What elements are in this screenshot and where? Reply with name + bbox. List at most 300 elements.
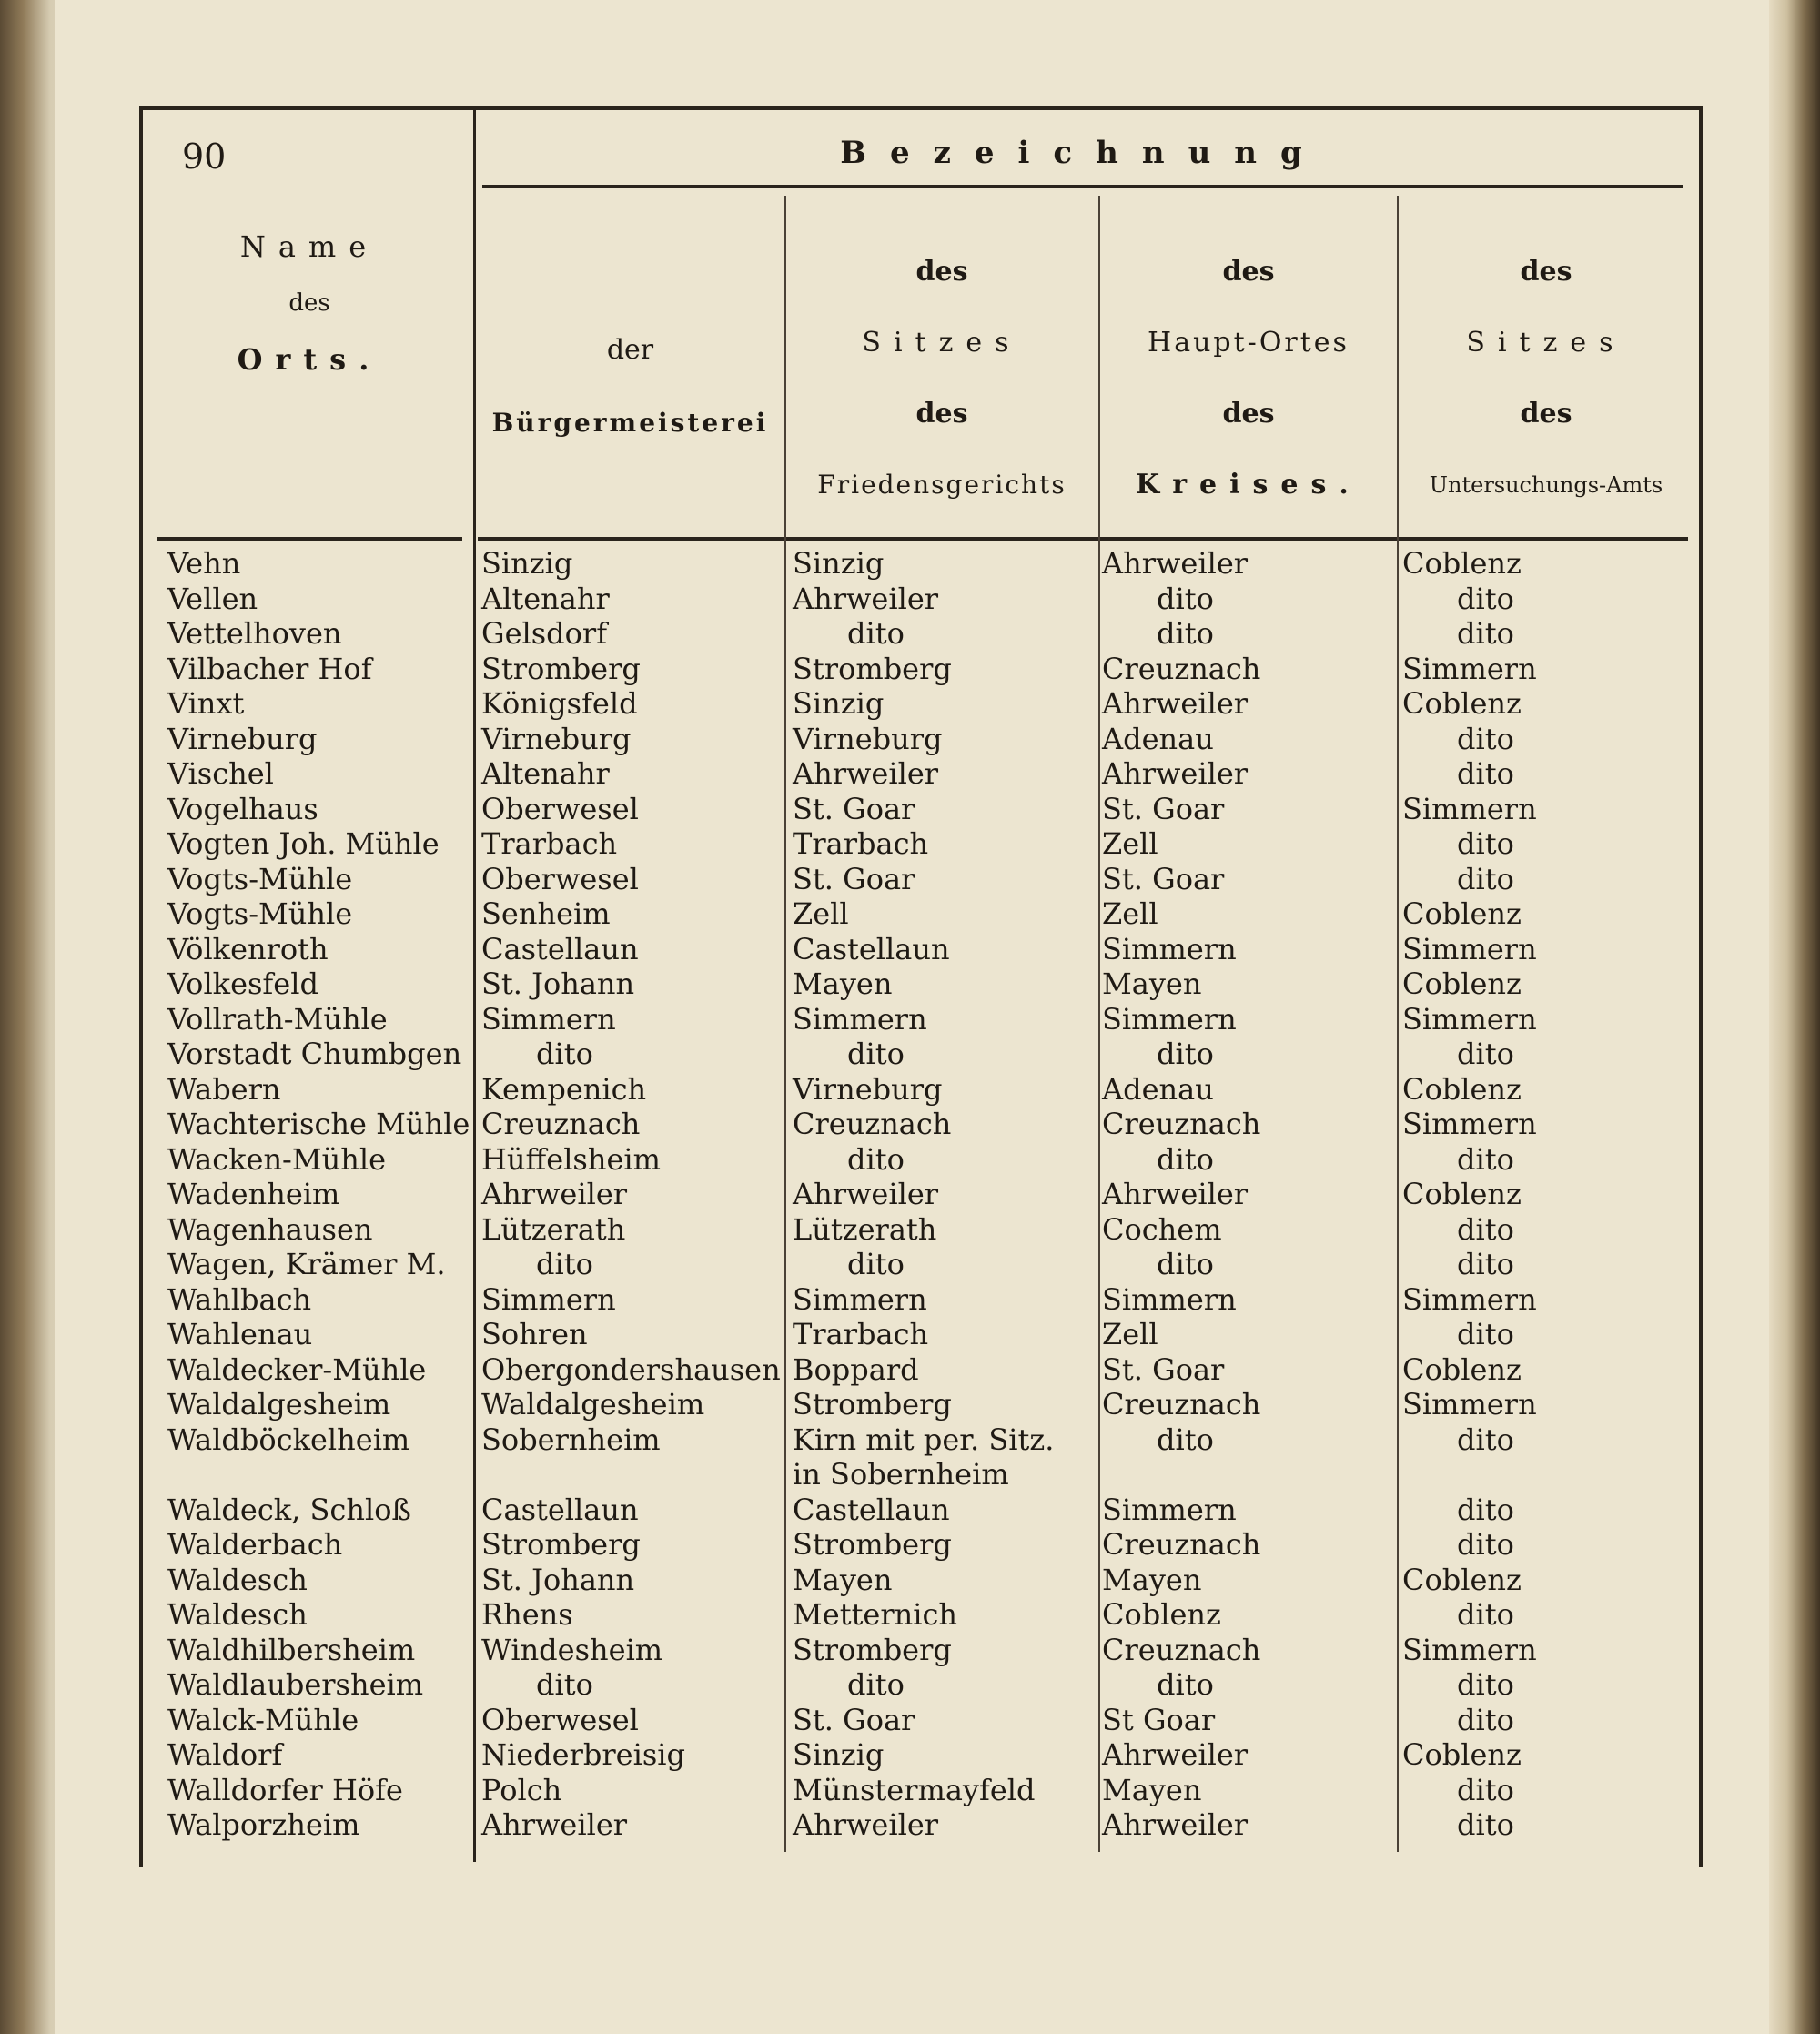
cell-buergermeisterei (470, 1212, 782, 1248)
cell-buergermeisterei (470, 1633, 782, 1668)
cell-friedensgericht-text: Ahrweiler (793, 1177, 939, 1211)
cell-buergermeisterei (470, 1072, 782, 1108)
cell-friedensgericht-text: Simmern (793, 1281, 927, 1317)
header-amt-line3: des (1520, 398, 1572, 430)
cell-untersuchungsamt-text: Coblenz (1402, 1737, 1522, 1772)
cell-ort (157, 1597, 470, 1633)
table-row (157, 1002, 1691, 1037)
table-row (157, 1633, 1691, 1668)
table-row (157, 1527, 1691, 1563)
table-row (157, 616, 1691, 652)
cell-friedensgericht (782, 1633, 1091, 1668)
cell-kreis-text: Simmern (1102, 1001, 1237, 1037)
cell-buergermeisterei-text: Sinzig (481, 546, 573, 581)
cell-friedensgericht (782, 1773, 1091, 1808)
cell-kreis-text: dito (1157, 1037, 1214, 1071)
cell-kreis-text: dito (1157, 581, 1214, 616)
header-buergermeisterei (478, 314, 783, 460)
table-row (157, 1422, 1691, 1493)
cell-kreis (1091, 1037, 1391, 1072)
cell-ort-text: Waldhilbersheim (167, 1632, 416, 1667)
header-kreis-line4: Kreises. (1136, 469, 1361, 501)
cell-buergermeisterei (470, 792, 782, 827)
cell-untersuchungsamt (1391, 792, 1691, 827)
cell-ort (157, 1247, 470, 1282)
table-row (157, 756, 1691, 792)
cell-buergermeisterei (470, 826, 782, 862)
cell-friedensgericht (782, 1142, 1091, 1178)
cell-kreis (1091, 1563, 1391, 1598)
cell-friedensgericht (782, 1807, 1091, 1843)
cell-ort (157, 722, 470, 757)
table-row (157, 932, 1691, 967)
table-row (157, 1597, 1691, 1633)
cell-friedensgericht-text: St. Goar (793, 1702, 915, 1737)
cell-untersuchungsamt (1391, 1703, 1691, 1738)
cell-untersuchungsamt (1391, 1002, 1691, 1037)
table-row (157, 826, 1691, 862)
cell-kreis (1091, 616, 1391, 652)
cell-untersuchungsamt (1391, 546, 1691, 582)
table-row (157, 1352, 1691, 1388)
cell-kreis-text: Mayen (1102, 966, 1202, 1001)
table-row (157, 896, 1691, 932)
cell-buergermeisterei-text: Castellaun (481, 931, 639, 966)
cell-ort-text: Vilbacher Hof (167, 651, 372, 686)
header-untersuchungsamt (1400, 237, 1692, 521)
cell-kreis (1091, 932, 1391, 967)
cell-ort (157, 792, 470, 827)
cell-buergermeisterei (470, 932, 782, 967)
cell-ort (157, 1493, 470, 1528)
cell-ort (157, 652, 470, 687)
cell-friedensgericht (782, 792, 1091, 827)
cell-buergermeisterei-text: Simmern (481, 1281, 616, 1317)
header-fg-line2: Sitzes (862, 327, 1022, 359)
cell-friedensgericht-text: dito (847, 616, 905, 651)
cell-untersuchungsamt (1391, 1667, 1691, 1703)
cell-kreis-text: Simmern (1102, 1492, 1237, 1527)
header-name-line2: des (288, 289, 330, 317)
cell-friedensgericht (782, 1737, 1091, 1773)
cell-friedensgericht-text: Sinzig (793, 686, 885, 721)
cell-ort-text: Virneburg (167, 721, 318, 756)
table-row (157, 1142, 1691, 1178)
cell-ort (157, 1527, 470, 1563)
cell-untersuchungsamt-text: dito (1457, 1772, 1514, 1807)
cell-untersuchungsamt (1391, 862, 1691, 897)
cell-friedensgericht (782, 1422, 1091, 1493)
cell-kreis (1091, 1002, 1391, 1037)
cell-friedensgericht-text: St. Goar (793, 861, 915, 896)
cell-friedensgericht (782, 756, 1091, 792)
cell-buergermeisterei-text: Kempenich (481, 1071, 647, 1107)
cell-friedensgericht-text: Münstermayfeld (793, 1772, 1036, 1807)
cell-friedensgericht-text: Castellaun (793, 931, 950, 966)
cell-buergermeisterei-text: Oberwesel (481, 1702, 639, 1737)
cell-kreis (1091, 652, 1391, 687)
cell-buergermeisterei-text: Windesheim (481, 1632, 663, 1667)
cell-friedensgericht (782, 1282, 1091, 1318)
cell-friedensgericht (782, 1212, 1091, 1248)
cell-kreis-text: Coblenz (1102, 1597, 1221, 1632)
cell-ort-text: Wagen, Krämer M. (167, 1247, 446, 1281)
cell-buergermeisterei (470, 1107, 782, 1142)
cell-friedensgericht (782, 722, 1091, 757)
cell-kreis-text: Simmern (1102, 931, 1237, 966)
header-fg-line1: des (915, 256, 968, 288)
cell-ort (157, 686, 470, 722)
cell-ort-text: Vollrath-Mühle (167, 1001, 388, 1037)
cell-kreis (1091, 1667, 1391, 1703)
cell-kreis (1091, 686, 1391, 722)
cell-ort (157, 862, 470, 897)
cell-friedensgericht-text: Ahrweiler (793, 756, 939, 791)
cell-buergermeisterei (470, 582, 782, 617)
cell-buergermeisterei (470, 1667, 782, 1703)
cell-buergermeisterei (470, 1773, 782, 1808)
cell-kreis-text: Ahrweiler (1102, 1177, 1249, 1211)
cell-kreis-text: Zell (1102, 896, 1158, 931)
cell-ort (157, 1807, 470, 1843)
cell-buergermeisterei-text: Hüffelsheim (481, 1141, 661, 1177)
table-row (157, 1317, 1691, 1352)
cell-untersuchungsamt-text: dito (1457, 1702, 1514, 1737)
cell-untersuchungsamt (1391, 1247, 1691, 1282)
cell-kreis-text: Ahrweiler (1102, 1737, 1249, 1772)
cell-ort (157, 546, 470, 582)
cell-friedensgericht (782, 1247, 1091, 1282)
cell-ort (157, 1212, 470, 1248)
cell-kreis-text: dito (1157, 1667, 1214, 1702)
cell-kreis-text: Adenau (1102, 1071, 1214, 1107)
cell-buergermeisterei-text: St. Johann (481, 966, 635, 1001)
cell-ort-text: Wachterische Mühle (167, 1107, 470, 1141)
cell-friedensgericht-text: Mayen (793, 1562, 893, 1597)
cell-buergermeisterei-text: Stromberg (481, 1527, 641, 1562)
cell-ort-text: Vorstadt Chumbgen (167, 1037, 462, 1071)
cell-ort-text: Walporzheim (167, 1807, 360, 1842)
cell-untersuchungsamt (1391, 1737, 1691, 1773)
cell-untersuchungsamt (1391, 686, 1691, 722)
cell-kreis-text: Ahrweiler (1102, 756, 1249, 791)
cell-ort (157, 1633, 470, 1668)
cell-kreis-text: Ahrweiler (1102, 686, 1249, 721)
table-row (157, 1072, 1691, 1108)
cell-buergermeisterei-text: dito (536, 1247, 593, 1281)
cell-kreis-text: dito (1157, 1422, 1214, 1457)
cell-friedensgericht-text: Ahrweiler (793, 1807, 939, 1842)
cell-untersuchungsamt (1391, 1633, 1691, 1668)
cell-untersuchungsamt (1391, 1177, 1691, 1212)
table-row (157, 1177, 1691, 1212)
cell-friedensgericht (782, 1493, 1091, 1528)
cell-buergermeisterei (470, 1282, 782, 1318)
cell-kreis-text: Cochem (1102, 1211, 1222, 1247)
cell-kreis-text: Zell (1102, 826, 1158, 861)
cell-kreis (1091, 1737, 1391, 1773)
cell-kreis (1091, 1212, 1391, 1248)
cell-kreis-text: St. Goar (1102, 791, 1225, 826)
cell-friedensgericht (782, 1597, 1091, 1633)
table-row (157, 1737, 1691, 1773)
cell-ort-text: Waldesch (167, 1562, 308, 1597)
cell-buergermeisterei (470, 652, 782, 687)
cell-friedensgericht-text: Stromberg (793, 1387, 952, 1422)
cell-ort (157, 1177, 470, 1212)
table-row (157, 1807, 1691, 1843)
cell-untersuchungsamt-text: dito (1457, 1492, 1514, 1527)
cell-untersuchungsamt-text: dito (1457, 1597, 1514, 1632)
cell-friedensgericht-text: Castellaun (793, 1492, 950, 1527)
cell-buergermeisterei-text: Altenahr (481, 756, 610, 791)
cell-buergermeisterei-text: dito (536, 1667, 593, 1702)
cell-untersuchungsamt-text: Simmern (1402, 1001, 1537, 1037)
cell-kreis (1091, 582, 1391, 617)
page-title: Bezeichnung (840, 135, 1326, 171)
header-kreis-line1: des (1222, 256, 1275, 288)
cell-buergermeisterei-text: Oberwesel (481, 861, 639, 896)
cell-kreis-text: Zell (1102, 1317, 1158, 1351)
cell-buergermeisterei (470, 616, 782, 652)
cell-ort (157, 1563, 470, 1598)
cell-untersuchungsamt (1391, 582, 1691, 617)
cell-kreis (1091, 722, 1391, 757)
cell-friedensgericht (782, 1563, 1091, 1598)
cell-ort-text: Vogelhaus (167, 791, 318, 826)
header-bm-line2: Bürgermeisterei (491, 408, 769, 438)
cell-buergermeisterei (470, 756, 782, 792)
cell-kreis (1091, 1807, 1391, 1843)
cell-untersuchungsamt-text: Simmern (1402, 1387, 1537, 1422)
cell-friedensgericht-text: Sinzig (793, 546, 885, 581)
cell-ort-text: Waldesch (167, 1597, 308, 1632)
cell-buergermeisterei-text: Altenahr (481, 581, 610, 616)
cell-buergermeisterei (470, 862, 782, 897)
cell-friedensgericht (782, 686, 1091, 722)
table-row (157, 966, 1691, 1002)
cell-untersuchungsamt-text: Coblenz (1402, 896, 1522, 931)
cell-buergermeisterei (470, 686, 782, 722)
cell-untersuchungsamt (1391, 1317, 1691, 1352)
cell-ort-text: Wadenheim (167, 1177, 340, 1211)
cell-friedensgericht-text: Virneburg (793, 721, 943, 756)
cell-untersuchungsamt-text: dito (1457, 756, 1514, 791)
cell-untersuchungsamt-text: dito (1457, 1317, 1514, 1351)
header-amt-line1: des (1520, 256, 1572, 288)
cell-ort-text: Waldorf (167, 1737, 283, 1772)
cell-kreis (1091, 1282, 1391, 1318)
cell-ort-text: Waldlaubersheim (167, 1667, 424, 1702)
table-row (157, 652, 1691, 687)
cell-friedensgericht (782, 1177, 1091, 1212)
cell-untersuchungsamt-text: dito (1457, 1141, 1514, 1177)
cell-friedensgericht-text: Lützerath (793, 1211, 937, 1247)
table-row (157, 1247, 1691, 1282)
cell-untersuchungsamt-text: Coblenz (1402, 546, 1522, 581)
table-row (157, 722, 1691, 757)
cell-untersuchungsamt-text: dito (1457, 1037, 1514, 1071)
cell-buergermeisterei-text: dito (536, 1037, 593, 1071)
cell-kreis (1091, 862, 1391, 897)
cell-friedensgericht (782, 582, 1091, 617)
cell-ort-text: Wacken-Mühle (167, 1141, 387, 1177)
cell-ort-text: Völkenroth (167, 931, 329, 966)
cell-ort-text: Volkesfeld (167, 966, 318, 1001)
cell-untersuchungsamt (1391, 1212, 1691, 1248)
cell-kreis-text: Creuznach (1102, 1387, 1261, 1422)
cell-untersuchungsamt (1391, 1107, 1691, 1142)
cell-buergermeisterei-text: Sohren (481, 1317, 588, 1351)
cell-friedensgericht-text: Sinzig (793, 1737, 885, 1772)
cell-friedensgericht (782, 1072, 1091, 1108)
cell-friedensgericht (782, 1387, 1091, 1422)
cell-untersuchungsamt-text: dito (1457, 721, 1514, 756)
cell-kreis (1091, 966, 1391, 1002)
cell-buergermeisterei-text: Gelsdorf (481, 616, 608, 651)
header-fg-line4: Friedensgerichts (817, 470, 1067, 500)
cell-kreis-text: St. Goar (1102, 1351, 1225, 1387)
cell-buergermeisterei (470, 546, 782, 582)
header-amt-line2: Sitzes (1466, 327, 1626, 359)
cell-ort (157, 966, 470, 1002)
cell-buergermeisterei (470, 966, 782, 1002)
cell-buergermeisterei (470, 1387, 782, 1422)
cell-buergermeisterei-text: Polch (481, 1772, 562, 1807)
cell-ort-text: Wabern (167, 1071, 281, 1107)
cell-ort-text: Vischel (167, 756, 274, 791)
cell-ort (157, 932, 470, 967)
cell-friedensgericht (782, 896, 1091, 932)
cell-untersuchungsamt-text: Simmern (1402, 1107, 1537, 1141)
header-bottom-rule-name (157, 537, 462, 541)
cell-untersuchungsamt (1391, 1807, 1691, 1843)
header-name-line1: Name (239, 229, 379, 264)
cell-buergermeisterei (470, 896, 782, 932)
cell-ort-text: Waldböckelheim (167, 1422, 410, 1457)
cell-friedensgericht-text: Trarbach (793, 826, 929, 861)
cell-untersuchungsamt-text: dito (1457, 581, 1514, 616)
cell-buergermeisterei-text: Ahrweiler (481, 1177, 628, 1211)
cell-buergermeisterei-text: Waldalgesheim (481, 1387, 705, 1422)
cell-ort (157, 1142, 470, 1178)
cell-kreis (1091, 1107, 1391, 1142)
cell-kreis (1091, 1142, 1391, 1178)
cell-friedensgericht (782, 1107, 1091, 1142)
cell-ort (157, 826, 470, 862)
table-row (157, 1563, 1691, 1598)
cell-ort (157, 896, 470, 932)
cell-ort (157, 1773, 470, 1808)
cell-untersuchungsamt-text: Simmern (1402, 931, 1537, 966)
cell-buergermeisterei-text: St. Johann (481, 1562, 635, 1597)
cell-kreis (1091, 792, 1391, 827)
cell-ort-text: Vogts-Mühle (167, 896, 353, 931)
cell-untersuchungsamt (1391, 756, 1691, 792)
cell-untersuchungsamt (1391, 1282, 1691, 1318)
table-row (157, 792, 1691, 827)
cell-friedensgericht (782, 616, 1091, 652)
cell-untersuchungsamt (1391, 1387, 1691, 1422)
cell-friedensgericht-text: dito (847, 1247, 905, 1281)
cell-buergermeisterei (470, 1422, 782, 1493)
cell-ort-text: Vehn (167, 546, 241, 581)
cell-ort (157, 1037, 470, 1072)
table-row (157, 862, 1691, 897)
cell-untersuchungsamt-text: dito (1457, 1211, 1514, 1247)
cell-friedensgericht-text: Stromberg (793, 651, 952, 686)
cell-buergermeisterei-text: Stromberg (481, 651, 641, 686)
cell-ort-text: Wahlenau (167, 1317, 313, 1351)
header-bottom-rule-rest (478, 537, 1688, 541)
cell-ort (157, 1072, 470, 1108)
cell-buergermeisterei (470, 1807, 782, 1843)
table-row (157, 1282, 1691, 1318)
cell-untersuchungsamt-text: Coblenz (1402, 1351, 1522, 1387)
cell-kreis (1091, 1352, 1391, 1388)
cell-untersuchungsamt-text: dito (1457, 826, 1514, 861)
header-bm-line1: der (606, 334, 654, 366)
cell-friedensgericht-text: Stromberg (793, 1527, 952, 1562)
cell-kreis-text: Creuznach (1102, 1632, 1261, 1667)
cell-ort (157, 1737, 470, 1773)
book-edge-right (1769, 0, 1820, 2034)
cell-kreis (1091, 1493, 1391, 1528)
cell-untersuchungsamt (1391, 896, 1691, 932)
cell-buergermeisterei (470, 722, 782, 757)
cell-untersuchungsamt (1391, 932, 1691, 967)
cell-friedensgericht-text: dito (847, 1141, 905, 1177)
cell-buergermeisterei-text: Senheim (481, 896, 611, 931)
header-name-line3: Orts. (237, 342, 382, 377)
cell-buergermeisterei-text: Virneburg (481, 721, 632, 756)
cell-ort-text: Wagenhausen (167, 1211, 373, 1247)
cell-friedensgericht (782, 932, 1091, 967)
cell-untersuchungsamt (1391, 966, 1691, 1002)
header-kreis (1102, 237, 1395, 521)
cell-untersuchungsamt-text: Coblenz (1402, 686, 1522, 721)
cell-friedensgericht-text: Simmern (793, 1001, 927, 1037)
cell-friedensgericht (782, 1037, 1091, 1072)
cell-ort (157, 1107, 470, 1142)
cell-untersuchungsamt (1391, 1527, 1691, 1563)
cell-buergermeisterei (470, 1037, 782, 1072)
cell-kreis (1091, 1633, 1391, 1668)
cell-buergermeisterei (470, 1317, 782, 1352)
cell-ort-text: Walderbach (167, 1527, 343, 1562)
header-amt-line4: Untersuchungs-Amts (1429, 472, 1663, 498)
cell-kreis (1091, 1317, 1391, 1352)
cell-friedensgericht-text: dito (847, 1037, 905, 1071)
cell-untersuchungsamt-text: Coblenz (1402, 1071, 1522, 1107)
cell-kreis (1091, 1177, 1391, 1212)
cell-friedensgericht-text: Trarbach (793, 1317, 929, 1351)
cell-friedensgericht-text: St. Goar (793, 791, 915, 826)
cell-untersuchungsamt (1391, 652, 1691, 687)
cell-ort-text: Vettelhoven (167, 616, 342, 651)
cell-kreis (1091, 826, 1391, 862)
cell-kreis-text: Creuznach (1102, 651, 1261, 686)
cell-buergermeisterei-text: Oberwesel (481, 791, 639, 826)
cell-untersuchungsamt (1391, 1493, 1691, 1528)
cell-kreis-text: Simmern (1102, 1281, 1237, 1317)
header-name (157, 218, 462, 388)
cell-untersuchungsamt (1391, 826, 1691, 862)
cell-untersuchungsamt-text: Coblenz (1402, 966, 1522, 1001)
cell-buergermeisterei-text: Simmern (481, 1001, 616, 1037)
cell-ort (157, 1317, 470, 1352)
cell-buergermeisterei-text: Ahrweiler (481, 1807, 628, 1842)
